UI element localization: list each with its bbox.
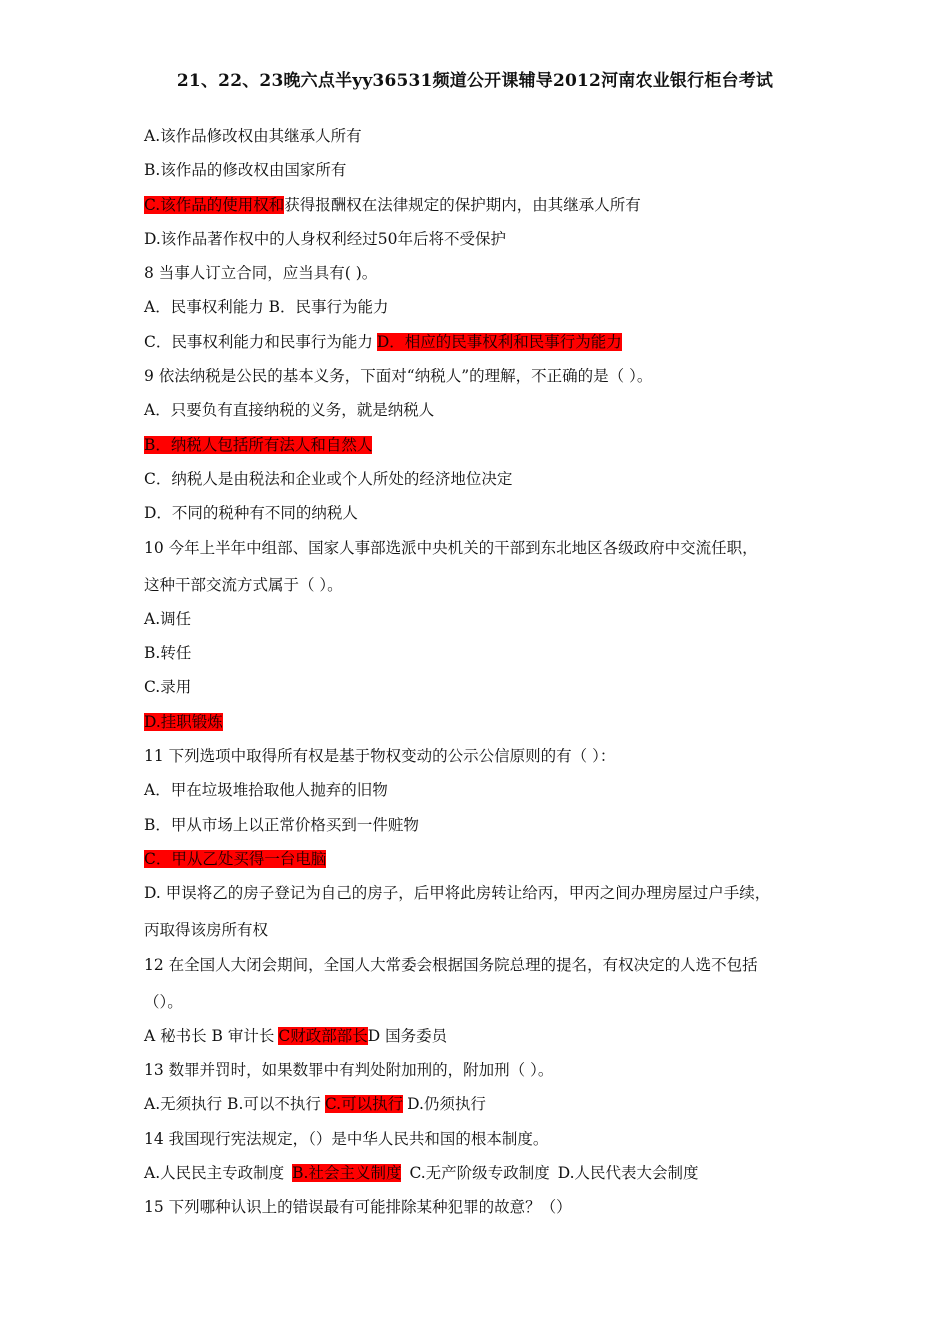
option-text: A．民事权利能力 B．民事行为能力: [144, 298, 389, 317]
question-line: [144, 571, 824, 605]
question-text: 14 我国现行宪法规定，（）是中华人民共和国的根本制度。: [144, 1129, 549, 1148]
option-text: A 秘书长 B 审计长: [144, 1026, 275, 1045]
highlighted-answer: B．纳税人包括所有法人和自然人: [144, 435, 373, 454]
document-body: [144, 122, 824, 1228]
highlighted-answer: D．相应的民事权利和民事行为能力: [376, 332, 622, 351]
option-line: [144, 605, 824, 639]
option-line: [144, 396, 824, 430]
highlighted-answer: C．甲从乙处买得一台电脑: [144, 849, 327, 868]
option-line: [144, 431, 824, 465]
question-text: 8 当事人订立合同，应当具有( )。: [144, 264, 378, 283]
option-text: C.无产阶级专政制度: [409, 1164, 550, 1183]
option-text: A．甲在垃圾堆拾取他人抛弃的旧物: [144, 781, 388, 800]
option-text: D.仍须执行: [407, 1095, 486, 1114]
question-text: 13 数罪并罚时，如果数罪中有判处附加刑的，附加刑（ ）。: [144, 1061, 554, 1080]
option-line: [144, 776, 824, 810]
option-line: [144, 673, 824, 707]
option-line: [144, 225, 824, 259]
question-line: [144, 1193, 824, 1227]
page-title: 21、22、23晚六点半yy36531频道公开课辅导2012河南农业银行柜台考试: [176, 71, 774, 91]
question-line: [144, 742, 824, 776]
option-text: D 国务委员: [367, 1026, 448, 1045]
option-text: D.人民代表大会制度: [557, 1164, 699, 1183]
question-text: 15 下列哪种认识上的错误最有可能排除某种犯罪的故意？（）: [144, 1198, 572, 1217]
question-text: 9 依法纳税是公民的基本义务，下面对“纳税人”的理解，不正确的是（ ）。: [144, 367, 653, 386]
option-line: [144, 1090, 824, 1124]
question-text: （）。: [144, 992, 183, 1011]
option-text: 获得报酬权在法律规定的保护期内，由其继承人所有: [284, 195, 641, 214]
highlighted-answer: C.该作品的使用权和: [144, 195, 285, 214]
option-text: A．只要负有直接纳税的义务，就是纳税人: [144, 401, 435, 420]
option-line: [144, 811, 824, 845]
option-text: A.调任: [144, 609, 192, 628]
option-line: [144, 328, 824, 362]
option-line: [144, 845, 824, 879]
question-line: [144, 362, 824, 396]
option-text: C．纳税人是由税法和企业或个人所处的经济地位决定: [144, 469, 513, 488]
question-text: 11 下列选项中取得所有权是基于物权变动的公示公信原则的有（ ）：: [144, 747, 616, 766]
option-text: D. 甲误将乙的房子登记为自己的房子，后甲将此房转让给丙，甲丙之间办理房屋过户手续，: [144, 884, 771, 903]
option-text: D．不同的税种有不同的纳税人: [144, 504, 358, 523]
option-line: [144, 499, 824, 533]
question-line: [144, 1125, 824, 1159]
option-text: D.该作品著作权中的人身权利经过50年后将不受保护: [144, 229, 507, 248]
option-line: [144, 122, 824, 156]
option-line: [144, 639, 824, 673]
option-text: B.该作品的修改权由国家所有: [144, 161, 347, 180]
option-text: A.人民民主专政制度: [144, 1164, 285, 1183]
option-text: A.该作品修改权由其继承人所有: [144, 127, 362, 145]
highlighted-answer: C财政部部长: [278, 1026, 368, 1045]
question-line: [144, 951, 824, 988]
option-line: [144, 708, 824, 742]
question-line: [144, 534, 824, 571]
question-line: [144, 988, 824, 1022]
option-line: [144, 465, 824, 499]
question-text: 这种干部交流方式属于（ ）。: [144, 575, 343, 594]
highlighted-answer: C.可以执行: [324, 1095, 404, 1114]
highlighted-answer: B.社会主义制度: [292, 1164, 402, 1183]
option-line: [144, 191, 824, 225]
option-line: [144, 916, 824, 950]
question-line: [144, 259, 824, 293]
option-text: C.录用: [144, 678, 192, 697]
option-text: A.无须执行 B.可以不执行: [144, 1095, 321, 1114]
question-text: 12 在全国人大闭会期间，全国人大常委会根据国务院总理的提名，有权决定的人选不包括: [144, 955, 758, 974]
highlighted-answer: D.挂职锻炼: [144, 712, 223, 731]
option-line: [144, 879, 824, 916]
question-line: [144, 1056, 824, 1090]
question-text: 10 今年上半年中组部、国家人事部选派中央机关的干部到东北地区各级政府中交流任职，: [144, 538, 758, 557]
option-text: C．民事权利能力和民事行为能力: [144, 332, 373, 351]
option-text: 丙取得该房所有权: [144, 921, 269, 940]
option-line: [144, 1159, 824, 1193]
option-text: B.转任: [144, 644, 192, 663]
option-line: [144, 293, 824, 327]
option-line: [144, 1022, 824, 1056]
option-text: B．甲从市场上以正常价格买到一件赃物: [144, 815, 419, 834]
option-line: [144, 156, 824, 190]
